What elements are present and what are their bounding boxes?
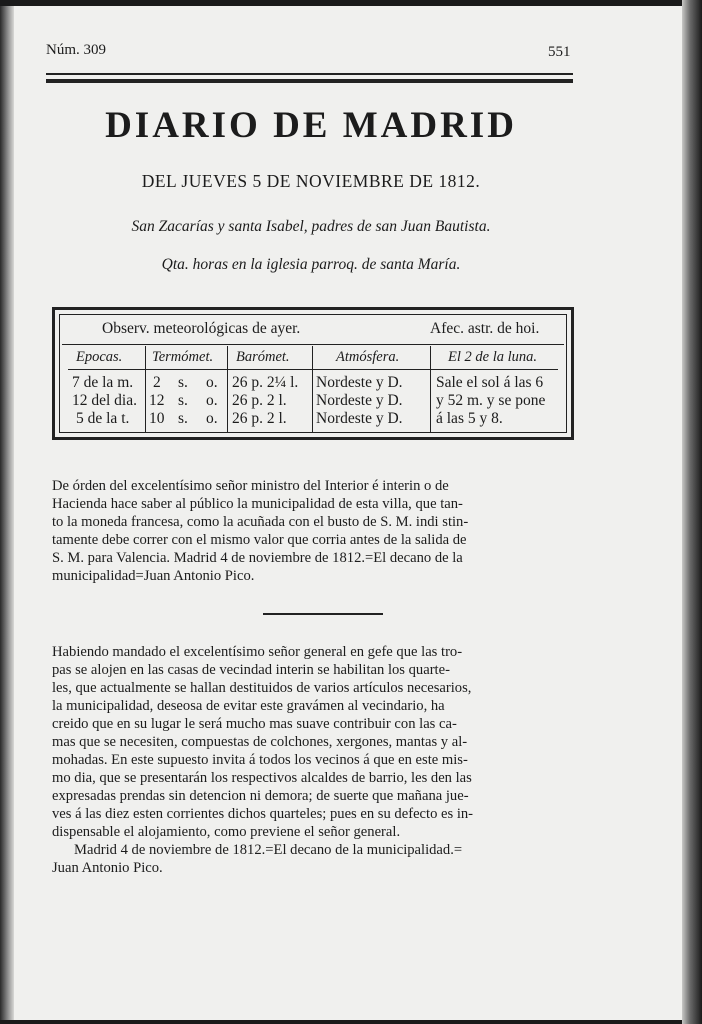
notice-signature: Juan Antonio Pico. [52,860,163,876]
row-term-a: 12 [149,392,165,409]
moon-line: á las 5 y 8. [436,410,503,427]
row-epoca: 12 del dia. [72,392,137,409]
notice-line: ves á las diez esten corrientes dichos quarteles; pues en su defecto es in- [52,806,474,822]
moon-line: Sale el sol á las 6 [436,374,544,391]
row-atmosfera: Nordeste y D. [316,410,403,427]
notice-line: S. M. para Valencia. Madrid 4 de noviembre de 1812.=El decano de la [52,550,463,566]
newspaper-title: DIARIO DE MADRID [105,105,517,146]
row-atmosfera: Nordeste y D. [316,392,403,409]
row-epoca: 7 de la m. [72,374,134,391]
notice-closing [52,841,582,859]
row-barometro: 26 p. 2 l. [232,410,287,427]
notice-line: pas se alojen en las casas de vecindad interin se habilitan los quarte- [52,662,450,678]
binding-gutter [0,6,14,1020]
notice-line: Hacienda hace saber al público la municipalidad de esta villa, que tan- [52,496,463,512]
notice-line: dispensable el alojamiento, como previene el señor general. [52,824,401,840]
col-divider-1 [145,346,146,433]
notice-line: to la moneda francesa, como la acuñada con el busto de S. M. indi stin- [52,514,469,530]
row-term-c: o. [206,374,218,391]
row-term-b: s. [178,374,188,391]
notice-line: les, que actualmente se hallan destituidos de varios artículos necesarios, [52,680,472,696]
row-barometro: 26 p. 2 l. [232,392,287,409]
col-divider-4 [430,346,431,433]
notice-line: municipalidad=Juan Antonio Pico. [52,568,255,584]
notice-line: la municipalidad, deseosa de evitar este gravámen al vecindario, ha [52,698,445,714]
page-number: 551 [548,44,571,60]
hours-line: Qta. horas en la iglesia parroq. de santa María. [161,256,461,273]
page-edge [682,0,702,1024]
closing-text: Madrid 4 de noviembre de 1812.=El decano de la municipalidad.= [74,842,463,858]
row-term-c: o. [206,392,218,409]
table-rule-1 [62,344,564,345]
col-header-termometro: Termómet. [152,349,214,365]
row-term-c: o. [206,410,218,427]
moon-line: y 52 m. y se pone [436,392,546,409]
notice-currency [52,477,582,585]
notice-line: expresadas prendas sin detencion ni demora; de suerte que mañana jue- [52,788,469,804]
weather-table-inner [59,314,567,433]
notice-line: De órden del excelentísimo señor ministro del Interior é interin o de [52,478,449,494]
section-separator [263,613,383,615]
issue-number: Núm. 309 [46,42,106,58]
row-term-b: s. [178,410,188,427]
header-rule-thin [46,73,573,75]
notice-line: Habiendo mandado el excelentísimo señor general en gefe que las tro- [52,644,463,660]
col-header-epocas: Epocas. [76,349,123,365]
row-term-a: 2 [153,374,161,391]
notice-line: creido que en su lugar le será mucho mas suave contribuir con las ca- [52,716,457,732]
row-atmosfera: Nordeste y D. [316,374,403,391]
saints-line: San Zacarías y santa Isabel, padres de san Juan Bautista. [131,218,491,235]
date-line: DEL JUEVES 5 DE NOVIEMBRE DE 1812. [141,171,481,191]
table-rule-2 [68,369,558,370]
row-epoca: 5 de la t. [76,410,130,427]
col-header-atmosfera: Atmósfera. [336,349,400,365]
weather-table [52,307,574,440]
row-term-b: s. [178,392,188,409]
col-header-luna: El 2 de la luna. [448,349,538,365]
col-divider-2 [227,346,228,433]
weather-title: Observ. meteorológicas de ayer. [102,320,301,337]
col-divider-3 [312,346,313,433]
astro-title: Afec. astr. de hoi. [430,320,540,337]
row-barometro: 26 p. 2¼ l. [232,374,299,391]
header-rule-thick [46,79,573,83]
row-term-a: 10 [149,410,165,427]
notice-line: mas que se necesiten, compuestas de colchones, xergones, mantas y al- [52,734,468,750]
notice-line: mohadas. En este supuesto invita á todos los vecinos á que en este mis- [52,752,468,768]
notice-line: tamente debe correr con el mismo valor que corria antes de la salida de [52,532,467,548]
notice-lodging [52,643,582,877]
notice-line: mo dia, que se presentarán los respectivos alcaldes de barrio, les den las [52,770,472,786]
col-header-barometro: Barómet. [236,349,290,365]
